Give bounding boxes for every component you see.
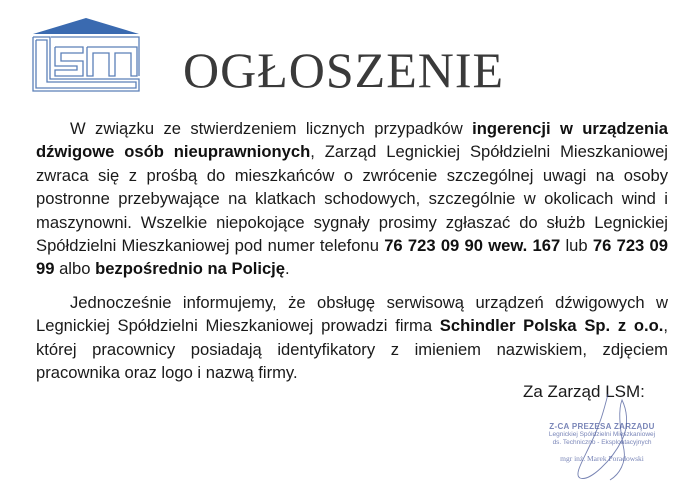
page-title: OGŁOSZENIE bbox=[183, 42, 505, 98]
lsm-logo bbox=[31, 17, 141, 93]
paragraph-2: Jednocześnie informujemy, że obsługę serwisową urządzeń dźwigowych w Legnickiej Spółdzielni Mieszkaniowej prowadzi firma Schindler Polska Sp. z o.o., której pracownicy posiadają identyfikatory z imieniem nazwiskiem, zdjęciem pracownika oraz logo i nazwą firmy. bbox=[36, 292, 668, 383]
stamp-org: Legnickiej Spółdzielni Mieszkaniowej bbox=[548, 431, 656, 438]
announcement-body bbox=[36, 117, 668, 394]
handwritten-signature bbox=[560, 390, 670, 485]
signature-label: Za Zarząd LSM: bbox=[523, 382, 645, 401]
stamp-name: mgr inż. Marek Poradowski bbox=[560, 454, 644, 463]
phone-number-alt: 76 723 09 99 bbox=[36, 236, 668, 279]
stamp-dept: ds. Techniczno - Eksploatacyjnych bbox=[552, 439, 652, 446]
paragraph-1: W związku ze stwierdzeniem licznych przypadków ingerencji w urządzenia dźwigowe osób nieuprawnionych, Zarząd Legnickiej Spółdzielni Mieszkaniowej zwraca się z prośbą do mieszkańców o zwrócenie szczególnej uwagi na osoby postronne przebywające na klatkach schodowych, szczególnie w okolicach wind i maszynowni. Wszelkie niepokojące sygnały prosimy zgłaszać do służb Legnickiej Spółdzielni Mieszkaniowej pod numer telefonu 76 723 09 90 wew. 167 lub 76 723 09 99 albo bezpośrednio na Policję. bbox=[36, 119, 668, 279]
company-name: Schindler Polska Sp. z o.o. bbox=[439, 316, 664, 336]
phone-number-main: 76 723 09 90 wew. 167 bbox=[384, 236, 561, 256]
logo-roof bbox=[33, 18, 139, 34]
stamp-title: Z-CA PREZESA ZARZĄDU bbox=[549, 422, 655, 431]
